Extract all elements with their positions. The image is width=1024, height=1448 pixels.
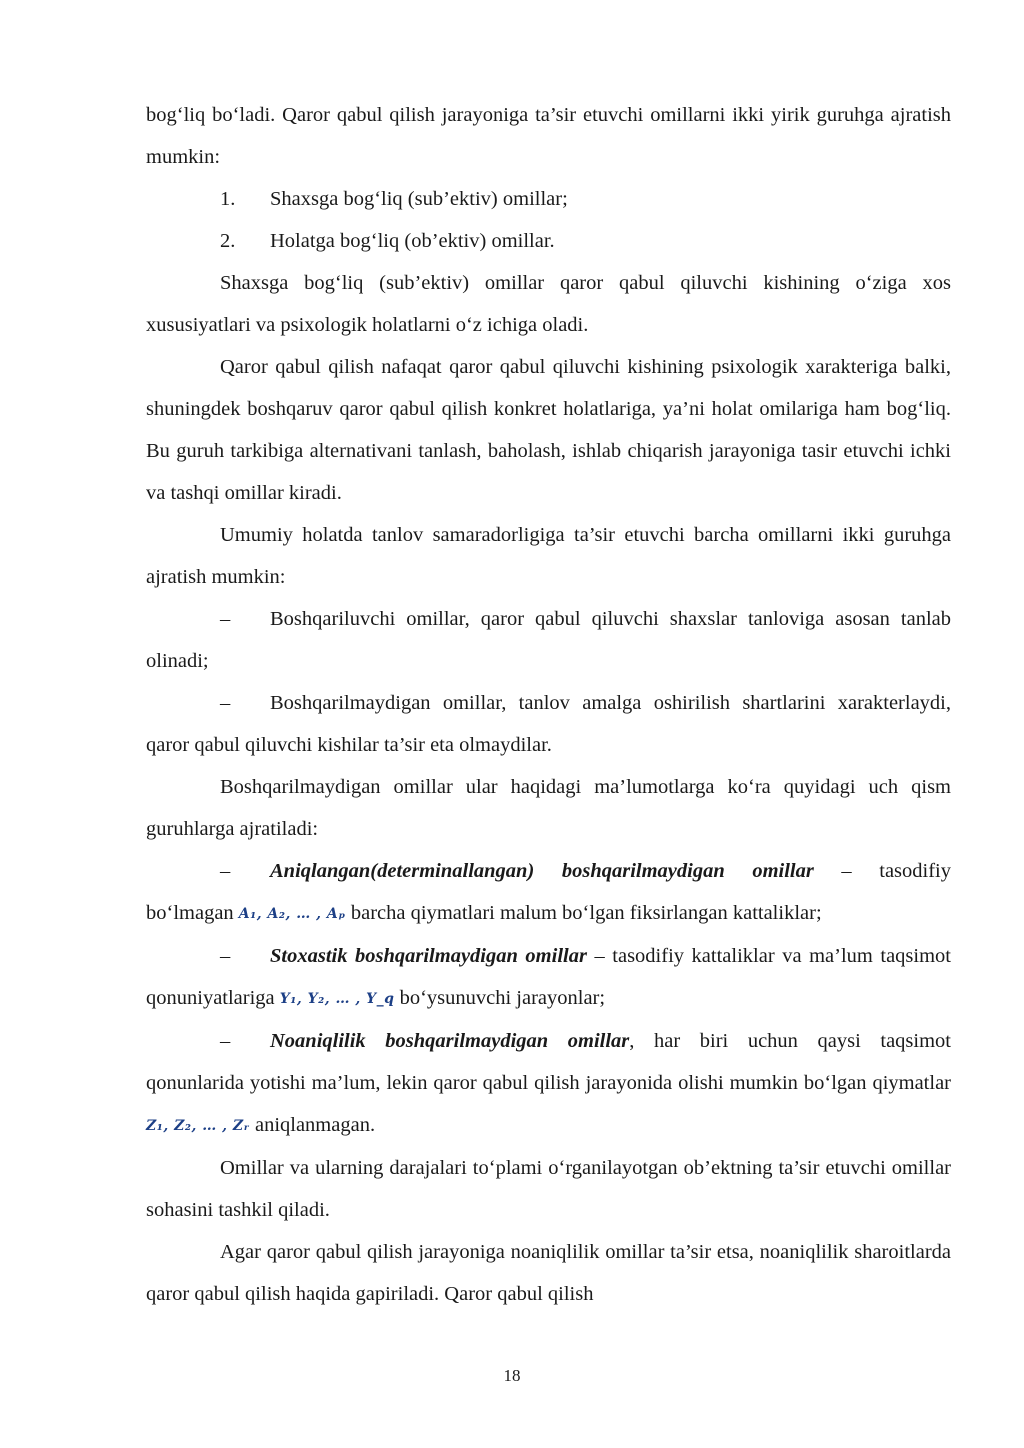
page-body bbox=[146, 94, 951, 1315]
dash-text: aniqlanmagan. bbox=[249, 1114, 376, 1136]
paragraph-subjective: Shaxsga bog‘liq (sub’ektiv) omillar qaror qabul qiluvchi kishining o‘ziga xos xususiyatlari va psixologik holatlarni o‘z ichiga oladi. bbox=[146, 272, 951, 336]
formula-z-set: Z₁, Z₂, … , Zᵣ bbox=[146, 1118, 250, 1134]
term-stochastic: Stoxastik boshqarilmaydigan omillar bbox=[270, 945, 587, 967]
dash-mark: – bbox=[220, 945, 231, 967]
dash-text: barcha qiymatlari malum bo‘lgan fiksirlangan kattaliklar; bbox=[345, 902, 822, 924]
dash-text: – tasodifiy kattaliklar va ma’lum taqsimot qonuniyatlariga bbox=[146, 945, 951, 1009]
numbered-item-2 bbox=[146, 220, 951, 262]
paragraph-uncertainty: Agar qaror qabul qilish jarayoniga noaniqlilik omillar ta’sir etsa, noaniqlilik sharoitlarda qaror qabul qilish haqida gapiriladi. Qaror qabul qilish bbox=[146, 1241, 951, 1305]
formula-a-set: A₁, A₂, … , Aₚ bbox=[238, 906, 346, 922]
dash-text: Boshqarilmaydigan omillar, tanlov amalga oshirilish shartlarini xarakterlaydi, qaror qabul qiluvchi kishilar ta’sir eta olmaydilar. bbox=[146, 692, 951, 756]
list-number: 2. bbox=[220, 230, 236, 252]
dash-item-stochastic bbox=[146, 935, 951, 1020]
dash-text: Boshqariluvchi omillar, qaror qabul qiluvchi shaxslar tanloviga asosan tanlab olinadi; bbox=[146, 608, 951, 672]
numbered-item-1 bbox=[146, 178, 951, 220]
paragraph-factor-field: Omillar va ularning darajalari to‘plami o‘rganilayotgan ob’ektning ta’sir etuvchi omillar sohasini tashkil qiladi. bbox=[146, 1157, 951, 1221]
term-determined: Aniqlangan(determinallangan) boshqarilmaydigan omillar bbox=[270, 860, 814, 882]
paragraph-decision: Qaror qabul qilish nafaqat qaror qabul qiluvchi kishining psixologik xarakteriga balki, shuningdek boshqaruv qaror qabul qilish konkret holatlariga, ya’ni holat omilariga ham bog‘liq. Bu guruh tarkibiga alternativani tanlash, baholash, ishlab chiqarish jarayoniga tasir etuvchi ichki va tashqi omillar kiradi. bbox=[146, 356, 951, 504]
paragraph-groups: Boshqarilmaydigan omillar ular haqidagi ma’lumotlarga ko‘ra quyidagi uch qism guruhlarga ajratiladi: bbox=[146, 776, 951, 840]
dash-item-uncontrolled bbox=[146, 682, 951, 766]
list-text: Holatga bog‘liq (ob’ektiv) omillar. bbox=[270, 230, 555, 252]
dash-text: bo‘ysunuvchi jarayonlar; bbox=[394, 987, 606, 1009]
dash-text: – tasodifiy bo‘lmagan bbox=[146, 860, 951, 924]
dash-item-determined bbox=[146, 850, 951, 935]
dash-text: , har biri uchun qaysi taqsimot qonunlarida yotishi ma’lum, lekin qaror qabul qilish jarayonida olishi mumkin bo‘lgan qiymatlar bbox=[146, 1030, 951, 1094]
dash-mark: – bbox=[220, 608, 231, 630]
page-number: 18 bbox=[503, 1366, 521, 1385]
dash-mark: – bbox=[220, 1030, 231, 1052]
paragraph-continuation: bog‘liq bo‘ladi. Qaror qabul qilish jarayoniga ta’sir etuvchi omillarni ikki yirik guruhga ajratish mumkin: bbox=[146, 104, 951, 168]
dash-mark: – bbox=[220, 860, 231, 882]
dash-item-controlled bbox=[146, 598, 951, 682]
dash-mark: – bbox=[220, 692, 231, 714]
list-number: 1. bbox=[220, 188, 236, 210]
formula-y-set: Y₁, Y₂, … , Y_q bbox=[279, 991, 395, 1007]
paragraph-general: Umumiy holatda tanlov samaradorligiga ta’sir etuvchi barcha omillarni ikki guruhga ajratish mumkin: bbox=[146, 524, 951, 588]
term-uncertainty: Noaniqlilik boshqarilmaydigan omillar bbox=[270, 1030, 630, 1052]
dash-item-uncertainty bbox=[146, 1020, 951, 1147]
list-text: Shaxsga bog‘liq (sub’ektiv) omillar; bbox=[270, 188, 568, 210]
